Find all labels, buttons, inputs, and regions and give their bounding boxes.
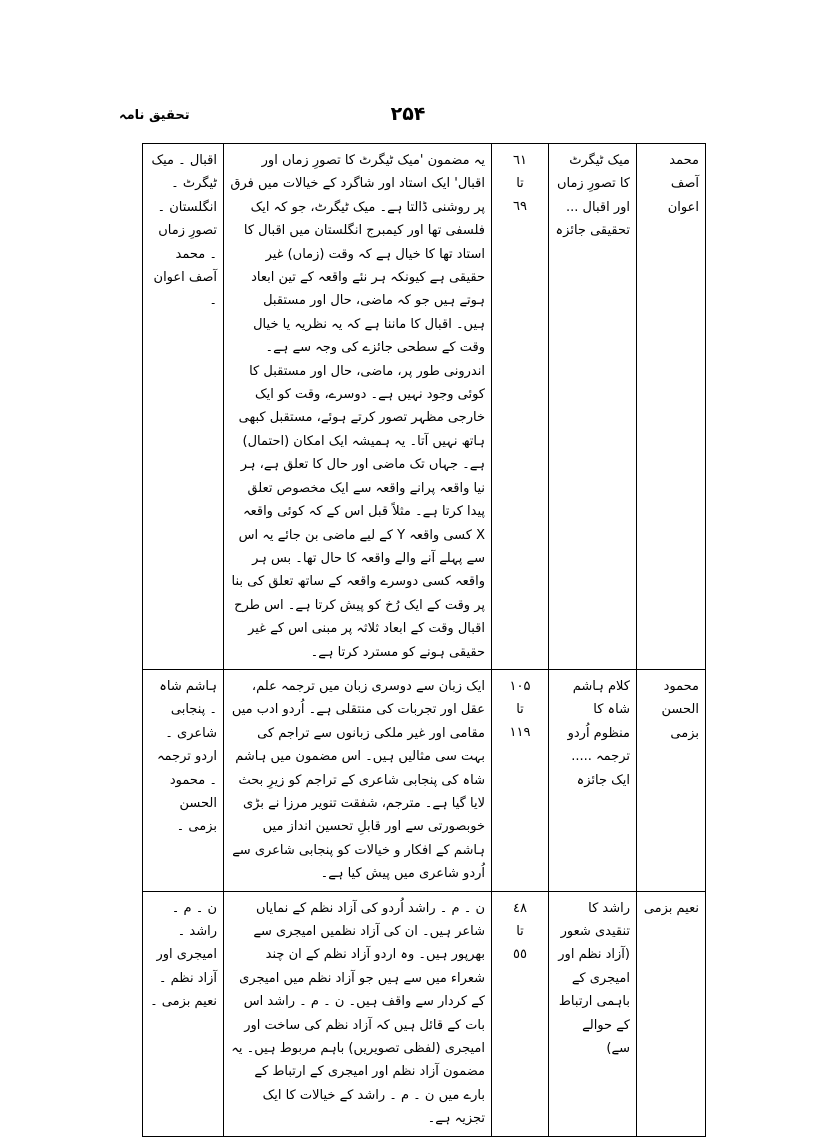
page-separator: تا — [516, 923, 524, 939]
page-range-cell — [492, 669, 549, 891]
page-separator: تا — [516, 701, 524, 717]
page-start: ٦١ — [513, 153, 527, 168]
author-cell: محمود الحسن بزمی — [637, 669, 706, 891]
keywords-cell: ہاشم شاہ ۔ پنجابی شاعری ۔ اردو ترجمہ ۔ محمود الحسن بزمی ۔ — [143, 669, 224, 891]
article-title-cell: میک ٹیگرٹ کا تصورِ زماں اور اقبال ... تحقیقی جائزہ — [549, 144, 637, 670]
author-cell: نعیم بزمی — [637, 891, 706, 1136]
page-end: ٥٥ — [513, 946, 527, 962]
page-separator: تا — [516, 176, 524, 191]
page-end: ۱۱۹ — [509, 724, 531, 740]
article-title-cell: راشد کا تنقیدی شعور (آزاد نظم اور امیجری کے باہمی ارتباط کے حوالے سے) — [549, 891, 637, 1136]
page-start: ٤٨ — [513, 900, 527, 916]
article-title-cell: کلام ہاشم شاہ کا منظوم اُردو ترجمہ ..... ایک جائزہ — [549, 669, 637, 891]
table-row — [143, 891, 706, 1136]
table-row — [143, 669, 706, 891]
summary-cell: ن ۔ م ۔ راشد اُردو کی آزاد نظم کے نمایاں شاعر ہیں۔ ان کی آزاد نظمیں امیجری سے بھرپور ہیں۔ وہ اردو آزاد نظم کے ان چند شعراء میں سے ہیں جو آزاد نظم میں امیجری کے کردار سے واقف ہیں۔ ن ۔ م ۔ راشد اس بات کے قائل ہیں کہ آزاد نظم کی ساخت اور امیجری (لفظی تصویریں) باہم مربوط ہیں۔ یہ مضمون آزاد نظم اور امیجری کے ارتباط کے بارے میں ن ۔ م ۔ راشد کے خیالات کا ایک تجزیہ ہے۔ — [224, 891, 492, 1136]
summary-cell: یہ مضمون 'میک ٹیگرٹ کا تصورِ زماں اور اقبال' ایک استاد اور شاگرد کے خیالات میں فرق پر روشنی ڈالتا ہے۔ میک ٹیگرٹ، جو کہ ایک فلسفی تھا اور کیمبرج انگلستان میں اقبال کا استاد تھا کا خیال ہے کہ وقت (زماں) غیر حقیقی ہے کیونکہ ہر نئے واقعہ کے تین ابعاد ہوتے ہیں جو کہ ماضی، حال اور مستقبل ہیں۔ اقبال کا ماننا ہے کہ یہ نظریہ یا خیال وقت کے سطحی جائزے کی وجہ سے ہے۔ اندرونی طور پر، ماضی، حال اور مستقبل کا کوئی وجود نہیں ہے۔ دوسرے، وقت کو ایک خارجی مظہر تصور کرتے ہوئے، مستقبل کبھی ہاتھ نہیں آتا۔ یہ ہمیشہ ایک امکان (احتمال) ہے۔ جہاں تک ماضی اور حال کا تعلق ہے، ہر نیا واقعہ پرانے واقعہ سے ایک مخصوص تعلق پیدا کرتا ہے۔ مثلاً قبل اس کے کہ کوئی واقعہ X کسی واقعہ Y کے لیے ماضی بن جائے یہ اس سے پہلے آنے والے واقعہ کا حال تھا۔ بس ہر واقعہ کسی دوسرے واقعہ کے ساتھ تعلق کی بنا پر وقت کے ایک رُخ کو پیش کرتا ہے۔ اس طرح اقبال وقت کے ابعاد ثلاثہ پر مبنی اس کے غیر حقیقی ہونے کو مسترد کرتا ہے۔ — [224, 144, 492, 670]
page-start: ۱۰۵ — [509, 678, 531, 694]
page-range-cell — [492, 891, 549, 1136]
keywords-cell: اقبال ۔ میک ٹیگرٹ ۔ انگلستان ۔ تصورِ زماں ۔ محمد آصف اعوان ۔ — [143, 144, 224, 670]
bibliography-table — [142, 143, 706, 1137]
keywords-cell: ن ۔ م ۔ راشد ۔ امیجری اور آزاد نظم ۔ نعیم بزمی ۔ — [143, 891, 224, 1136]
table-row — [143, 144, 706, 670]
page-range-cell — [492, 144, 549, 670]
running-title: تحقیق نامہ — [119, 108, 190, 123]
page-end: ٦٩ — [513, 199, 527, 214]
author-cell: محمد آصف اعوان — [637, 144, 706, 670]
page-number: ۲۵۴ — [390, 103, 426, 125]
summary-cell: ایک زبان سے دوسری زبان میں ترجمہ علم، عقل اور تجربات کی منتقلی ہے۔ اُردو ادب میں مقامی اور غیر ملکی زبانوں سے تراجم کی بہت سی مثالیں ہیں۔ اس مضمون میں ہاشم شاہ کی پنجابی شاعری کے تراجم کو زیرِ بحث لایا گیا ہے۔ مترجم، شفقت تنویر مرزا نے بڑی خوبصورتی سے اور قابلِ تحسین انداز میں ہاشم کے افکار و خیالات کو پنجابی شاعری سے اُردو شاعری میں پیش کیا ہے۔ — [224, 669, 492, 891]
